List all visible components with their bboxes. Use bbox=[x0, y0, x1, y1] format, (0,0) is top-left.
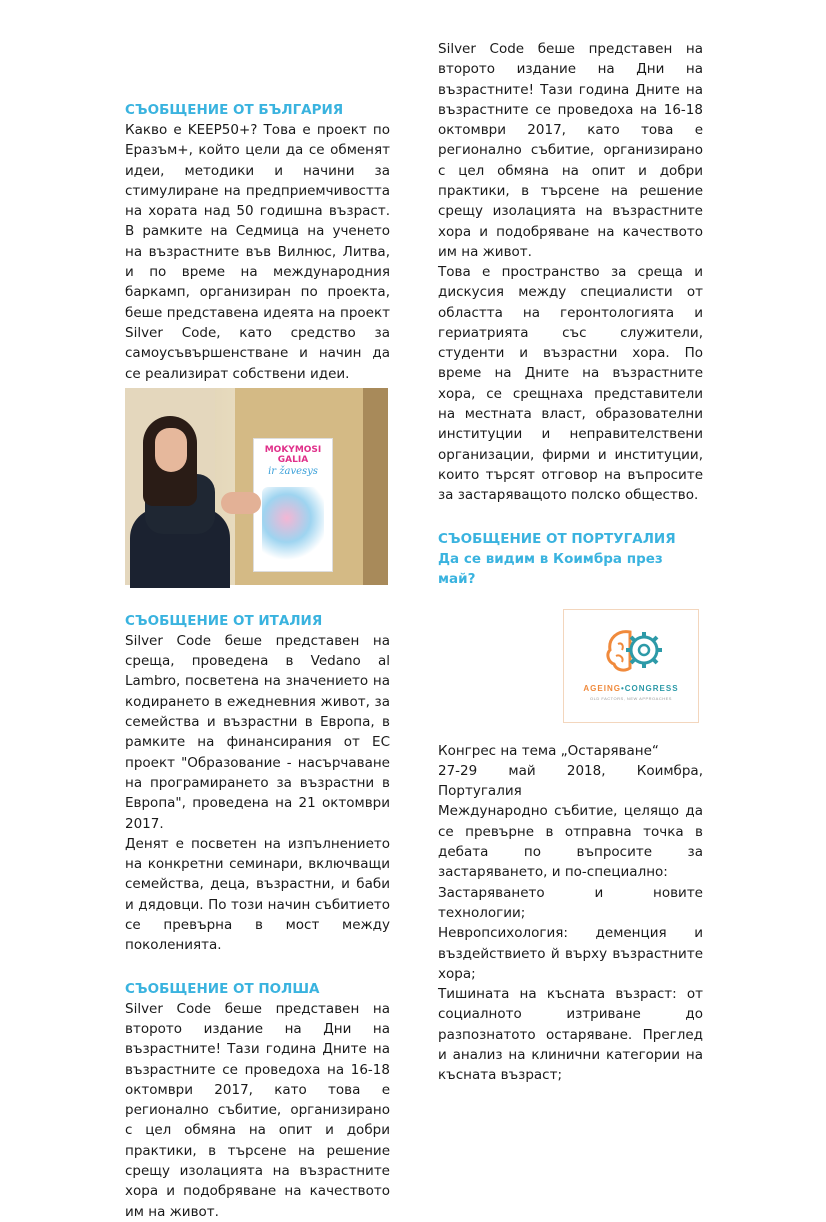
poland-paragraph-1-continued: Silver Code беше представен на второто издание на Дни на възрастните! Тази година Дните на възрастните се проведоха на 16-18 октомври 2017, като това е регионално събитие, организирано с цел обмяна на опит и добри практики, в търсене на решение срещу изолацията на възрастните хора и подобряване на качеството им на живот. bbox=[438, 41, 703, 260]
bulgaria-heading: СЪОБЩЕНИЕ ОТ БЪЛГАРИЯ bbox=[125, 102, 344, 118]
right-column bbox=[438, 41, 703, 1086]
brain-gear-icon bbox=[564, 610, 698, 722]
italy-paragraph-2: Денят е посветен на изпълнението на конкретни семинари, включващи семейства, деца, възрастни, и баби и дядовци. По този начин събитието се превърна в мост между поколенията. bbox=[125, 835, 390, 954]
italy-paragraph-1: Silver Code беше представен на среща, проведена в Vedano al Lambro, посветена на значението на кодирането в ежедневния живот, за семейства и възрастни в Европа, в рамките на финансирания от ЕС проект "Образование - насърчаване на програмирането за възрастни в Европа", проведена на 21 октомври 2017. bbox=[125, 632, 390, 832]
portugal-line-4: Застаряването и новите технологии; bbox=[438, 884, 703, 921]
poster-title: MOKYMOSI GALIA bbox=[264, 444, 322, 465]
poland-continuation bbox=[438, 41, 703, 262]
portugal-line-2: 27-29 май 2018, Коимбра, Португалия bbox=[438, 762, 703, 800]
poster-subtitle: ir žavesys bbox=[268, 465, 318, 477]
portugal-heading: СЪОБЩЕНИЕ ОТ ПОРТУГАЛИЯ bbox=[438, 530, 676, 547]
poland-paragraph-1: Silver Code беше представен на второто издание на Дни на възрастните! Тази година Дните на възрастните се проведоха на 16-18 октомври 2017, като това е регионално събитие, организирано с цел обмяна на опит и добри практики, в търсене на решение срещу изолацията на възрастните хора и подобряване на качеството им на живот. bbox=[125, 1000, 390, 1220]
logo-tagline: OLD FACTORS, NEW APPROACHES bbox=[590, 695, 672, 701]
portugal-line-5: Невропсихология: деменция и въздействието й върху възрастните хора; bbox=[438, 925, 703, 982]
logo-wordmark: AGEING•CONGRESS bbox=[583, 683, 679, 693]
ageing-congress-logo bbox=[563, 609, 699, 723]
left-column bbox=[125, 100, 390, 1220]
keep50-photo bbox=[125, 388, 388, 585]
poster-image bbox=[253, 438, 333, 572]
poland-heading: СЪОБЩЕНИЕ ОТ ПОЛША bbox=[125, 980, 320, 997]
portugal-line-6: Тишината на късната възраст: от социалното изтриване до разпознатото остаряване. Преглед и анализ на клинични категории на късната възраст; bbox=[438, 986, 703, 1084]
bulgaria-text: Какво е KEEP50+? Това е проект по Еразъм+, който цели да се обменят идеи, методики и начини за стимулиране на предприемчивостта на хората над 50 годишна възраст. В рамките на Седмица на ученето на възрастните във Вилнюс, Литва, и по време на международния баркамп, организиран по проекта, беше представена идеята на проект Silver Code, като средство за самоусъвършенстване и начин да се реализират собствени идеи. bbox=[125, 122, 390, 382]
italy-heading: СЪОБЩЕНИЕ ОТ ИТАЛИЯ bbox=[125, 612, 323, 629]
portugal-line-3: Международно събитие, целящо да се превърне в отправна точка в дебата по въпросите за застаряването, и по-специално: bbox=[438, 803, 703, 881]
portugal-subheading: Да се видим в Коимбра през май? bbox=[438, 550, 663, 587]
poland-paragraph-2: Това е пространство за среща и дискусия между специалисти от областта на геронтологията и гериатрията със служители, студенти и възрастни хора. По време на Дните на възрастните хора, се срещнаха представители на местната власт, образователни институции и неправителствени организации, фирми и институции, които търсят отговор на въпросите за застаряващото полско общество. bbox=[438, 264, 703, 504]
portugal-line-1: Конгрес на тема „Остаряване“ bbox=[438, 742, 659, 759]
